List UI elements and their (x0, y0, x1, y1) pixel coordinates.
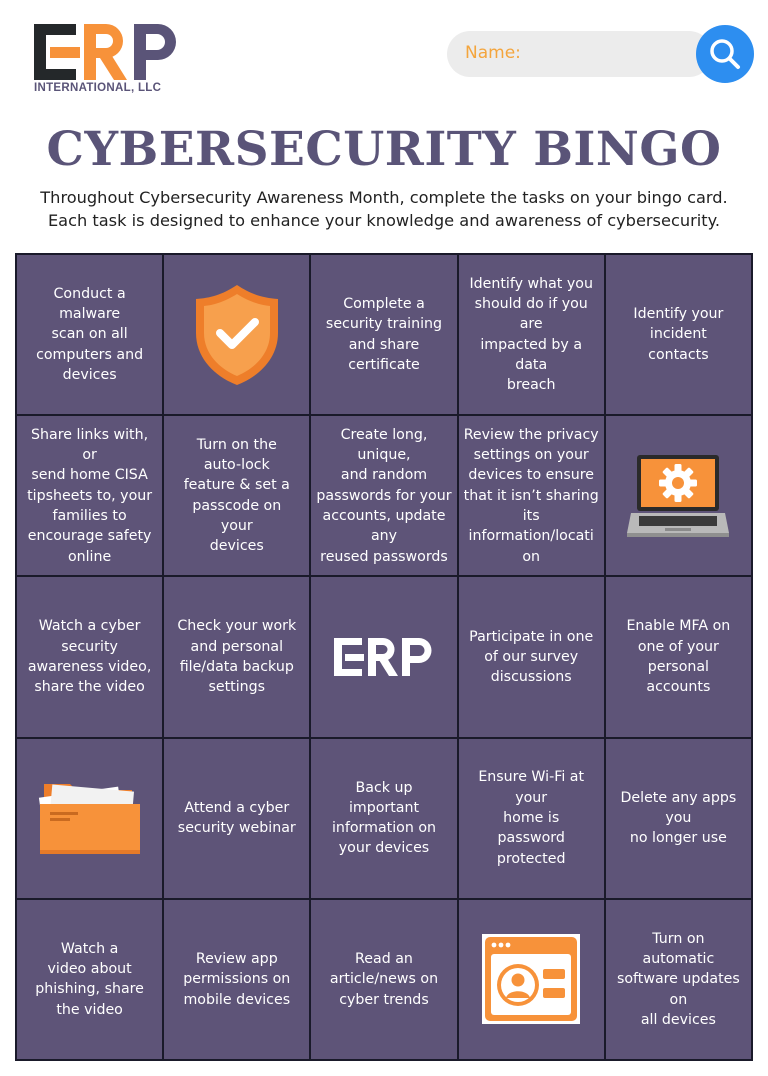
bingo-task-text: Back up important information on your devices (331, 779, 437, 857)
shield-check-icon (194, 283, 280, 387)
bingo-cell[interactable] (16, 738, 163, 899)
bingo-task-text: Check your work and personal file/data backup settings (177, 618, 297, 696)
bingo-task-text: Participate in one of our survey discussions (469, 628, 594, 686)
bingo-cell[interactable] (16, 254, 163, 415)
erp-logo (34, 24, 184, 96)
folder-icon (36, 778, 144, 858)
erp-logo-icon (334, 636, 434, 678)
bingo-cell[interactable] (458, 899, 605, 1060)
bingo-task-text: Delete any apps you no longer use (620, 789, 737, 847)
logo-subtitle: INTERNATIONAL, LLC (34, 82, 162, 94)
subtitle-line: Each task is designed to enhance your knowledge and awareness of cybersecurity. (47, 211, 721, 230)
bingo-cell[interactable] (163, 738, 310, 899)
search-button[interactable] (696, 25, 754, 83)
bingo-cell[interactable] (310, 576, 457, 737)
bingo-task-text: Identify your incident contacts (633, 306, 724, 363)
bingo-task-text: Turn on automatic software updates on all devices (616, 930, 740, 1028)
page-title: CYBERSECURITY BINGO (46, 122, 722, 177)
name-input[interactable] (447, 31, 712, 77)
bingo-cell[interactable] (163, 899, 310, 1060)
bingo-cell[interactable] (458, 576, 605, 737)
bingo-cell[interactable] (163, 254, 310, 415)
bingo-cell[interactable] (605, 899, 752, 1060)
bingo-task-text: Review the privacy settings on your devices to ensure that it isn’t sharing its information/locati on (463, 426, 599, 565)
bingo-task-text: Share links with, or send home CISA tipsheets to, your families to encourage safety online (27, 426, 153, 565)
bingo-task-text: Watch a cyber security awareness video, share the video (27, 618, 152, 696)
bingo-task-text: Read an article/news on cyber trends (329, 950, 439, 1008)
bingo-task-text: Turn on the auto-lock feature & set a passcode on your devices (183, 436, 290, 555)
bingo-cell[interactable] (310, 254, 457, 415)
bingo-cell[interactable] (310, 415, 457, 576)
subtitle-line: Throughout Cybersecurity Awareness Month, complete the tasks on your bingo card. (40, 188, 728, 207)
bingo-cell[interactable] (458, 738, 605, 899)
bingo-grid (15, 253, 753, 1061)
bingo-task-text: Identify what you should do if you are impacted by a data breach (469, 275, 593, 394)
bingo-cell[interactable] (458, 254, 605, 415)
bingo-cell[interactable] (605, 576, 752, 737)
erp-logo-mark (34, 24, 184, 82)
profile-window-icon (482, 934, 580, 1024)
bingo-cell[interactable] (163, 576, 310, 737)
bingo-cell[interactable] (310, 899, 457, 1060)
bingo-task-text: Attend a cyber security webinar (177, 799, 296, 837)
bingo-cell[interactable] (163, 415, 310, 576)
bingo-task-text: Create long, unique, and random passwords for your accounts, update any reused passwords (316, 426, 452, 565)
bingo-cell[interactable] (16, 415, 163, 576)
name-label: Name: (465, 43, 521, 63)
search-icon (708, 37, 742, 71)
bingo-task-text: Conduct a malware scan on all computers and devices (36, 285, 144, 384)
bingo-task-text: Watch a video about phishing, share the video (35, 940, 144, 1018)
bingo-cell[interactable] (458, 415, 605, 576)
bingo-task-text: Ensure Wi-Fi at your home is password protected (478, 769, 585, 867)
bingo-cell[interactable] (16, 899, 163, 1060)
bingo-cell[interactable] (605, 738, 752, 899)
bingo-task-text: Complete a security training and share certificate (325, 296, 443, 373)
bingo-cell[interactable] (605, 254, 752, 415)
bingo-cell[interactable] (16, 576, 163, 737)
bingo-task-text: Review app permissions on mobile devices (183, 950, 291, 1008)
page-subtitle (20, 186, 748, 232)
bingo-cell[interactable] (605, 415, 752, 576)
laptop-gear-icon (625, 453, 731, 539)
bingo-cell[interactable] (310, 738, 457, 899)
bingo-task-text: Enable MFA on one of your personal accounts (626, 618, 731, 696)
